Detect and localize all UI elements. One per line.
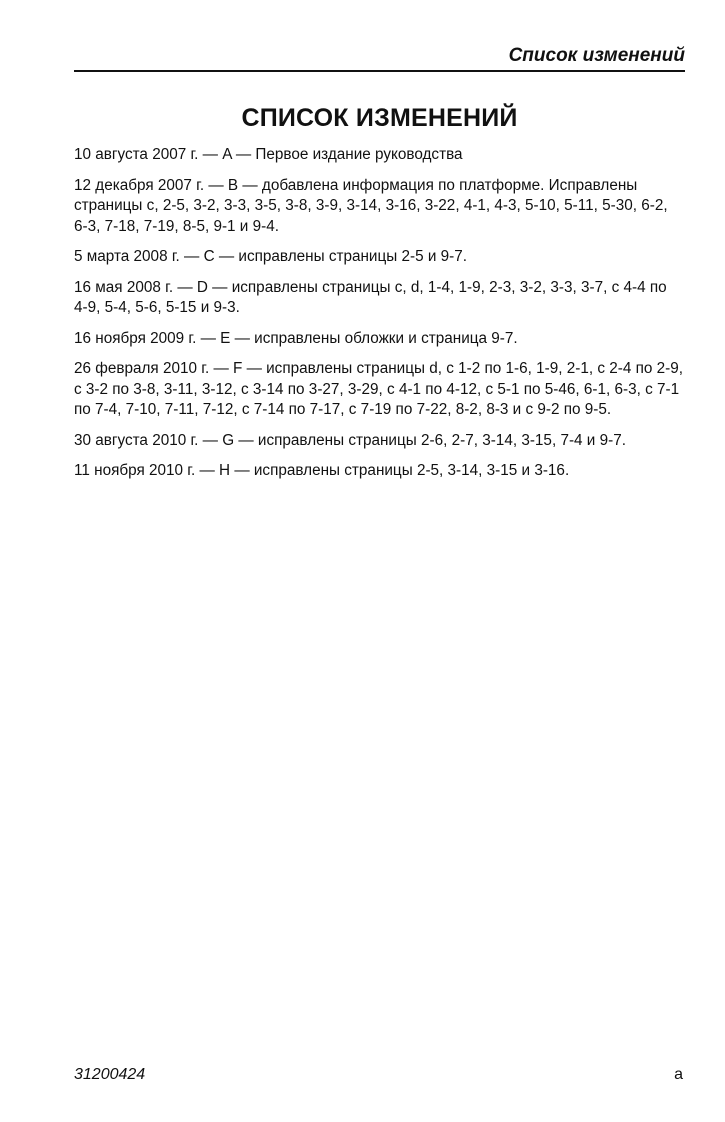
revision-entry-d: 16 мая 2008 г. — D — исправлены страницы c, d, 1-4, 1-9, 2-3, 3-2, 3-3, 3-7, с 4-4 по 4-9, 5-4, 5-6, 5-15 и 9-3. xyxy=(74,278,667,316)
revision-list xyxy=(74,145,684,492)
running-header-title: Список изменений xyxy=(508,45,685,66)
revision-entry-a: 10 августа 2007 г. — A — Первое издание руководства xyxy=(74,146,463,163)
page-title: СПИСОК ИЗМЕНЕНИЙ xyxy=(241,104,518,132)
revision-entry-h: 11 ноября 2010 г. — H — исправлены страницы 2-5, 3-14, 3-15 и 3-16. xyxy=(74,462,570,479)
revision-entry-b: 12 декабря 2007 г. — B — добавлена информация по платформе. Исправлены страницы c, 2-5, 3-2, 3-3, 3-5, 3-8, 3-9, 3-14, 3-16, 3-22, 4-1, 4-3, 5-10, 5-11, 5-30, 6-2, 6-3, 7-18, 7-19, 8-5, 9-1 и 9-4. xyxy=(74,176,668,235)
footer-document-number: 31200424 xyxy=(74,1066,146,1083)
running-header xyxy=(74,44,685,72)
revision-entry-f: 26 февраля 2010 г. — F — исправлены страницы d, с 1-2 по 1-6, 1-9, 2-1, с 2-4 по 2-9, с 3-2 по 3-8, 3-11, 3-12, с 3-14 по 3-27, 3-29, с 4-1 по 4-12, с 5-1 по 5-46, 6-1, 6-3, с 7-1 по 7-4, 7-10, 7-11, 7-12, с 7-14 по 7-17, с 7-19 по 7-22, 8-2, 8-3 и с 9-2 по 9-5. xyxy=(74,360,683,418)
footer-page-label: a xyxy=(674,1066,683,1083)
revision-entry-g: 30 августа 2010 г. — G — исправлены страницы 2-6, 2-7, 3-14, 3-15, 7-4 и 9-7. xyxy=(74,431,626,449)
revision-entry-c: 5 марта 2008 г. — C — исправлены страницы 2-5 и 9-7. xyxy=(74,248,467,265)
revision-entry-e: 16 ноября 2009 г. — E — исправлены обложки и страница 9-7. xyxy=(74,329,518,347)
